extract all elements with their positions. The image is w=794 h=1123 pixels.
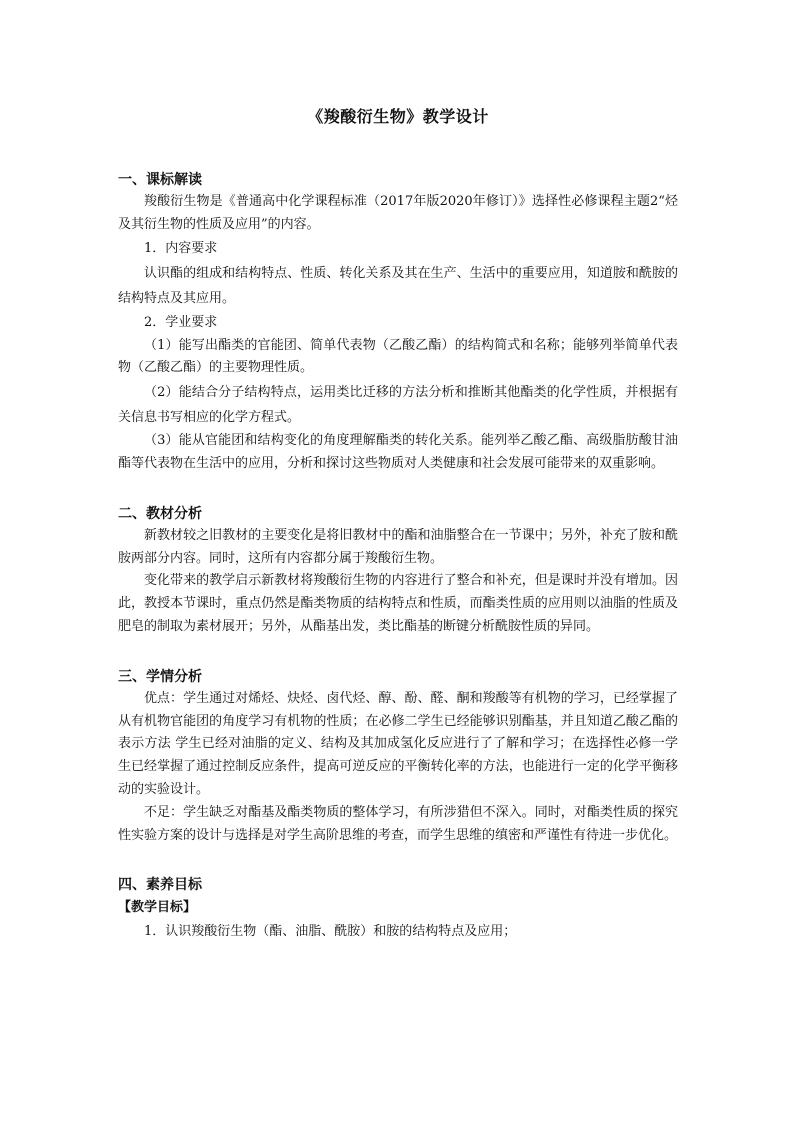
section-heading: 二、教材分析 [118,505,202,522]
paragraph: 变化带来的教学启示新教材将羧酸衍生物的内容进行了整合和补充，但是课时并没有增加。因此，教授本节课时，重点仍然是酯类物质的结构特点和性质，而酯类性质的应用则以油脂的性质及肥皂的制取为素材展开；另外，从酯基出发，类比酯基的断键分析酰胺性质的异同。 [118,573,678,634]
document-title: 《羧酸衍生物》教学设计 [307,107,489,126]
section-textbook-analysis [118,503,678,639]
section-curriculum [118,169,678,476]
content-requirement-text: 认识酯的组成和结构特点、性质、转化关系及其在生产、生活中的重要应用，知道胺和酰胺的结构特点及其应用。 [118,265,678,306]
content-requirement-heading: 1．内容要求 [144,240,218,256]
teaching-goals-heading: 【教学目标】 [118,900,197,916]
academic-requirement-item: （3）能从官能团和结构变化的角度理解酯类的转化关系。能列举乙酸乙酯、高级脂肪酸甘油酯等代表物在生活中的应用，分析和探讨这些物质对人类健康和社会发展可能带来的双重影响。 [118,433,678,471]
section-heading: 四、素养目标 [118,877,202,894]
paragraph: 新教材较之旧教材的主要变化是将旧教材中的酯和油脂整合在一节课中；另外，补充了胺和酰胺两部分内容。同时，这所有内容都分属于羧酸衍生物。 [118,527,678,566]
section-student-analysis [118,666,678,848]
paragraph: 不足：学生缺乏对酯基及酯类物质的整体学习，有所涉猎但不深入。同时，对酯类性质的探究性实验方案的设计与选择是对学生高阶思维的考查，而学生思维的缜密和严谨性有待进一步优化。 [118,804,678,843]
paragraph: 优点：学生通过对烯烃、炔烃、卤代烃、醇、酚、醛、酮和羧酸等有机物的学习，已经掌握了从有机物官能团的角度学习有机物的性质；在必修二学生已经能够识别酯基，并且知道乙酸乙酯的表示方法 学生已经对油脂的定义、结构及其加成氢化反应进行了了解和学习；在选择性必修一学生已经掌握了通过控制反应条件，提高可逆反应的平衡转化率的方法，也能进行一定的化学平衡移动的实验设计。 [118,690,678,797]
section-competency-goals [118,874,678,944]
goal-item: 1．认识羧酸衍生物（酯、油脂、酰胺）和胺的结构特点及应用； [144,924,517,940]
academic-requirement-item: （1）能写出酯类的官能团、简单代表物（乙酸乙酯）的结构简式和名称；能够列举简单代表物（乙酸乙酯）的主要物理性质。 [118,337,678,376]
section-heading: 一、课标解读 [118,172,202,188]
academic-requirement-heading: 2．学业要求 [144,314,218,330]
curriculum-intro: 羧酸衍生物是《普通高中化学课程标准（2017年版2020年修订）》选择性必修课程主题2“烃及其衍生物的性质及应用”的内容。 [118,194,678,232]
academic-requirement-item: （2）能结合分子结构特点，运用类比迁移的方法分析和推断其他酯类的化学性质，并根据有关信息书写相应的化学方程式。 [118,385,678,426]
section-heading: 三、学情分析 [118,668,202,685]
